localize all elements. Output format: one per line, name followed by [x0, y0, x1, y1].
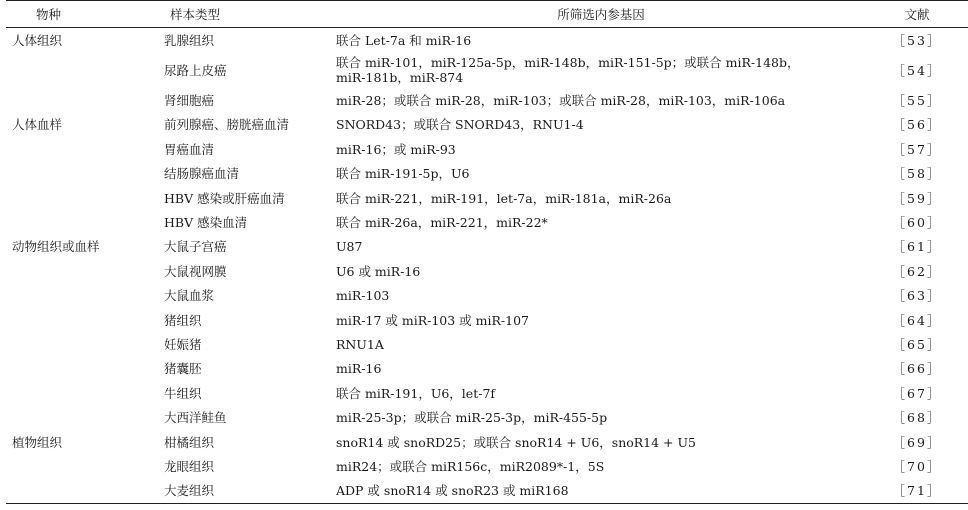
reference-gene-table-container	[6, 0, 942, 504]
species-cell	[6, 332, 162, 356]
header-genes: 所筛选内参基因	[336, 1, 866, 28]
table-row	[6, 430, 968, 454]
table-row	[6, 381, 968, 405]
reference-cell: ［56］	[892, 117, 942, 133]
species-cell	[6, 284, 162, 308]
table-body	[6, 28, 968, 504]
genes-cell: snoR14 或 snoRD25；或联合 snoR14 + U6，snoR14 + U5	[336, 434, 696, 450]
species-cell: 植物组织	[12, 434, 63, 450]
table-row	[6, 113, 968, 137]
reference-cell: ［69］	[892, 434, 942, 450]
species-cell	[6, 454, 162, 478]
species-cell	[6, 210, 162, 234]
sample-type-cell: 前列腺癌、膀胱癌血清	[164, 117, 290, 133]
table-row	[6, 454, 968, 478]
table-row	[6, 479, 968, 504]
table-row	[6, 52, 968, 88]
sample-type-cell: 大西洋鲑鱼	[164, 410, 227, 426]
table-row	[6, 28, 968, 53]
reference-cell: ［64］	[892, 312, 942, 328]
genes-cell: miR-17 或 miR-103 或 miR-107	[336, 312, 529, 328]
genes-cell: U6 或 miR-16	[336, 263, 421, 279]
table-row	[6, 357, 968, 381]
table-row	[6, 259, 968, 283]
genes-cell: 联合 miR-26a，miR-221，miR-22*	[336, 215, 548, 231]
table-row	[6, 88, 968, 112]
species-cell	[6, 88, 162, 112]
reference-cell: ［63］	[892, 288, 942, 304]
genes-cell: miR-25-3p；或联合 miR-25-3p，miR-455-5p	[336, 410, 608, 426]
genes-cell: 联合 miR-191-5p，U6	[336, 166, 470, 182]
species-cell	[6, 52, 162, 88]
sample-type-cell: 大麦组织	[162, 479, 336, 504]
reference-cell: ［58］	[892, 166, 942, 182]
genes-cell: miR-103	[336, 288, 390, 304]
sample-type-cell: 柑橘组织	[164, 434, 215, 450]
sample-type-cell: 大鼠子宫癌	[164, 239, 227, 255]
genes-cell: miR-16；或 miR-93	[336, 141, 456, 157]
table-row	[6, 235, 968, 259]
reference-cell: ［67］	[892, 385, 942, 401]
genes-cell: SNORD43；或联合 SNORD43，RNU1-4	[336, 117, 584, 133]
species-cell	[6, 186, 162, 210]
species-cell	[6, 162, 162, 186]
table-row	[6, 137, 968, 161]
sample-type-cell: 大鼠血浆	[164, 288, 215, 304]
genes-cell: ADP 或 snoR14 或 snoR23 或 miR168	[336, 479, 866, 504]
table-header	[6, 1, 968, 28]
table-row	[6, 405, 968, 429]
species-cell	[6, 405, 162, 429]
species-cell	[6, 479, 162, 504]
genes-cell: RNU1A	[336, 336, 384, 352]
genes-cell: miR-28；或联合 miR-28，miR-103；或联合 miR-28，miR-103，miR-106a	[336, 93, 786, 109]
reference-gene-table	[6, 0, 968, 504]
sample-type-cell: 猪组织	[164, 312, 202, 328]
table-row	[6, 308, 968, 332]
sample-type-cell: 龙眼组织	[164, 458, 215, 474]
table-row	[6, 210, 968, 234]
reference-cell: ［57］	[892, 141, 942, 157]
reference-cell: ［68］	[892, 410, 942, 426]
species-cell: 人体组织	[12, 32, 63, 48]
sample-type-cell: HBV 感染血清	[164, 215, 248, 231]
header-sample-type: 样本类型	[162, 1, 336, 28]
table-row	[6, 162, 968, 186]
reference-cell: ［62］	[892, 263, 942, 279]
species-cell	[6, 308, 162, 332]
reference-cell: ［54］	[892, 62, 942, 78]
reference-cell: ［55］	[892, 93, 942, 109]
species-cell	[6, 137, 162, 161]
genes-cell: U87	[336, 239, 363, 255]
sample-type-cell: 牛组织	[164, 385, 202, 401]
genes-cell: miR24；或联合 miR156c，miR2089*-1，5S	[336, 458, 605, 474]
sample-type-cell: HBV 感染或肝癌血清	[164, 190, 285, 206]
table-row	[6, 284, 968, 308]
species-cell: 动物组织或血样	[12, 239, 100, 255]
reference-cell: ［60］	[892, 215, 942, 231]
reference-cell: ［66］	[892, 361, 942, 377]
sample-type-cell: 肾细胞癌	[164, 93, 215, 109]
sample-type-cell: 乳腺组织	[164, 32, 215, 48]
sample-type-cell: 大鼠视网膜	[164, 263, 227, 279]
reference-cell: ［71］	[866, 479, 968, 504]
reference-cell: ［65］	[892, 336, 942, 352]
header-reference: 文献	[866, 1, 968, 28]
genes-cell: 联合 Let-7a 和 miR-16	[336, 32, 472, 48]
table-row	[6, 332, 968, 356]
sample-type-cell: 胃癌血清	[164, 141, 215, 157]
genes-cell: 联合 miR-101，miR-125a-5p，miR-148b，miR-151-5p；或联合 miR-148b，miR-181b，miR-874	[336, 55, 800, 86]
table-row	[6, 186, 968, 210]
sample-type-cell: 结肠腺癌血清	[164, 166, 240, 182]
genes-cell: 联合 miR-191，U6，let-7f	[336, 385, 496, 401]
species-cell	[6, 259, 162, 283]
species-cell	[6, 381, 162, 405]
sample-type-cell: 尿路上皮癌	[164, 62, 227, 78]
genes-cell: 联合 miR-221，miR-191，let-7a，miR-181a，miR-26a	[336, 190, 672, 206]
species-cell	[6, 357, 162, 381]
species-cell: 人体血样	[12, 117, 63, 133]
genes-cell: miR-16	[336, 361, 382, 377]
reference-cell: ［59］	[892, 190, 942, 206]
header-row	[6, 1, 968, 28]
reference-cell: ［53］	[892, 32, 942, 48]
reference-cell: ［61］	[892, 239, 942, 255]
reference-cell: ［70］	[892, 458, 942, 474]
sample-type-cell: 妊娠猪	[164, 336, 202, 352]
header-species: 物种	[6, 1, 162, 28]
sample-type-cell: 猪囊胚	[164, 361, 202, 377]
